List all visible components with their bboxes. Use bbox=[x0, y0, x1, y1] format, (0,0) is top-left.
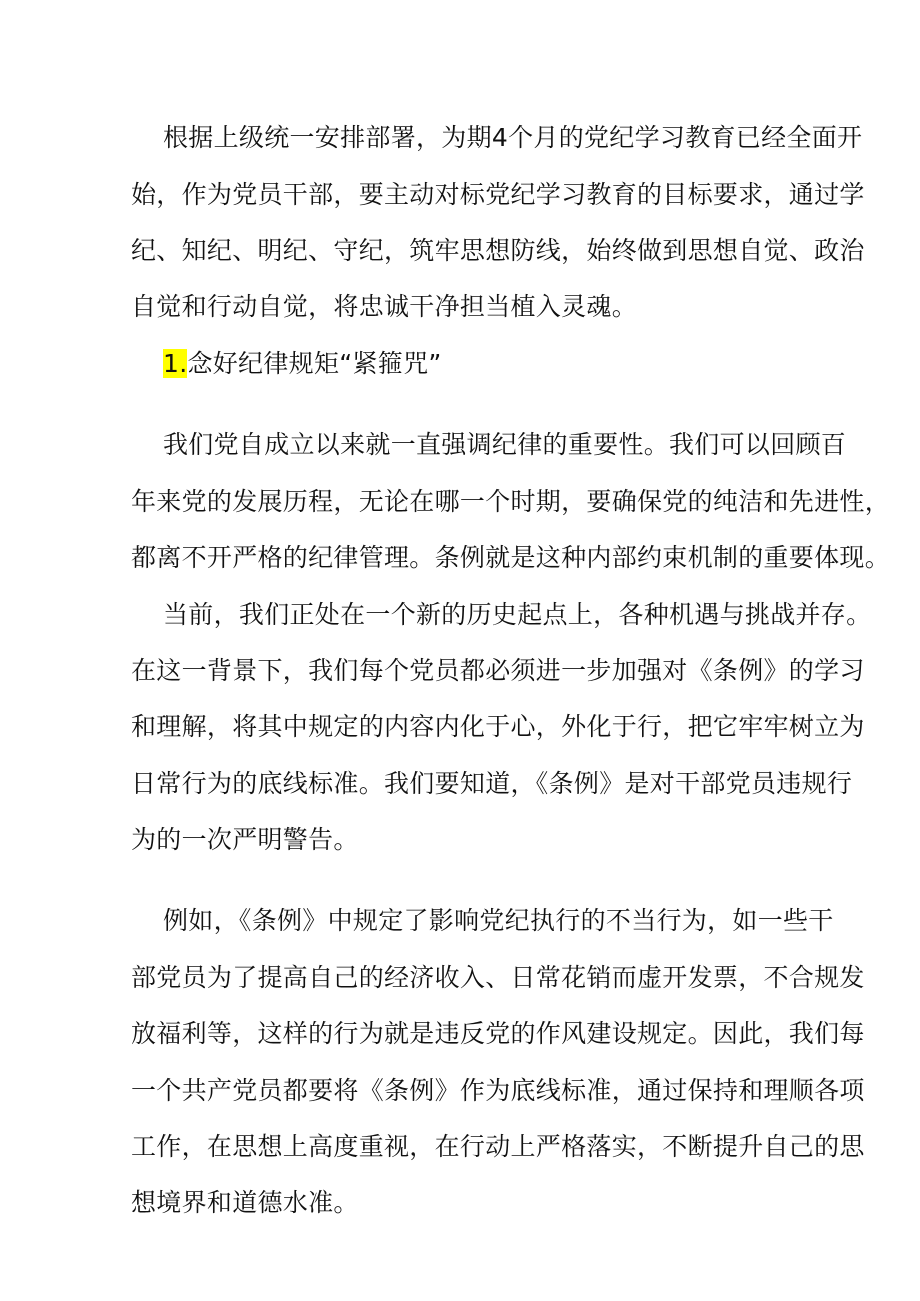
text-line: 工作，在思想上高度重视，在行动上严格落实，不断提升自己的思 bbox=[131, 1132, 865, 1161]
text-line: 都离不开严格的纪律管理。条例就是这种内部约束机制的重要体现。 bbox=[131, 543, 891, 572]
text-line: 当前，我们正处在一个新的历史起点上，各种机遇与挑战并存。 bbox=[163, 600, 872, 629]
text-line: 根据上级统一安排部署，为期4个月的党纪学习教育已经全面开 bbox=[163, 123, 863, 152]
text-line: 想境界和道德水准。 bbox=[131, 1188, 359, 1217]
text-line: 自觉和行动自觉，将忠诚干净担当植入灵魂。 bbox=[131, 292, 638, 321]
section-heading-title: 念好纪律规矩“紧箍咒” bbox=[187, 349, 442, 378]
text-line: 为的一次严明警告。 bbox=[131, 825, 359, 854]
text-line: 和理解，将其中规定的内容内化于心，外化于行，把它牢牢树立为 bbox=[131, 712, 865, 741]
text-line: 例如，《条例》中规定了影响党纪执行的不当行为，如一些干 bbox=[163, 906, 834, 935]
text-line: 放福利等，这样的行为就是违反党的作风建设规定。因此，我们每 bbox=[131, 1019, 865, 1048]
highlighted-section-number: 1. bbox=[163, 349, 188, 378]
text-line: 年来党的发展历程，无论在哪一个时期，要确保党的纯洁和先进性， bbox=[131, 487, 891, 516]
text-line: 一个共产党员都要将《条例》作为底线标准，通过保持和理顺各项 bbox=[131, 1076, 865, 1105]
section-heading bbox=[163, 341, 442, 387]
text-line: 始，作为党员干部，要主动对标党纪学习教育的目标要求，通过学 bbox=[131, 180, 865, 209]
text-line: 在这一背景下，我们每个党员都必须进一步加强对《条例》的学习 bbox=[131, 656, 865, 685]
text-line: 日常行为的底线标准。我们要知道，《条例》是对干部党员违规行 bbox=[131, 769, 853, 798]
text-line: 纪、知纪、明纪、守纪，筑牢思想防线，始终做到思想自觉、政治 bbox=[131, 236, 865, 265]
text-line: 部党员为了提高自己的经济收入、日常花销而虚开发票，不合规发 bbox=[131, 963, 865, 992]
text-line: 我们党自成立以来就一直强调纪律的重要性。我们可以回顾百 bbox=[163, 430, 847, 459]
